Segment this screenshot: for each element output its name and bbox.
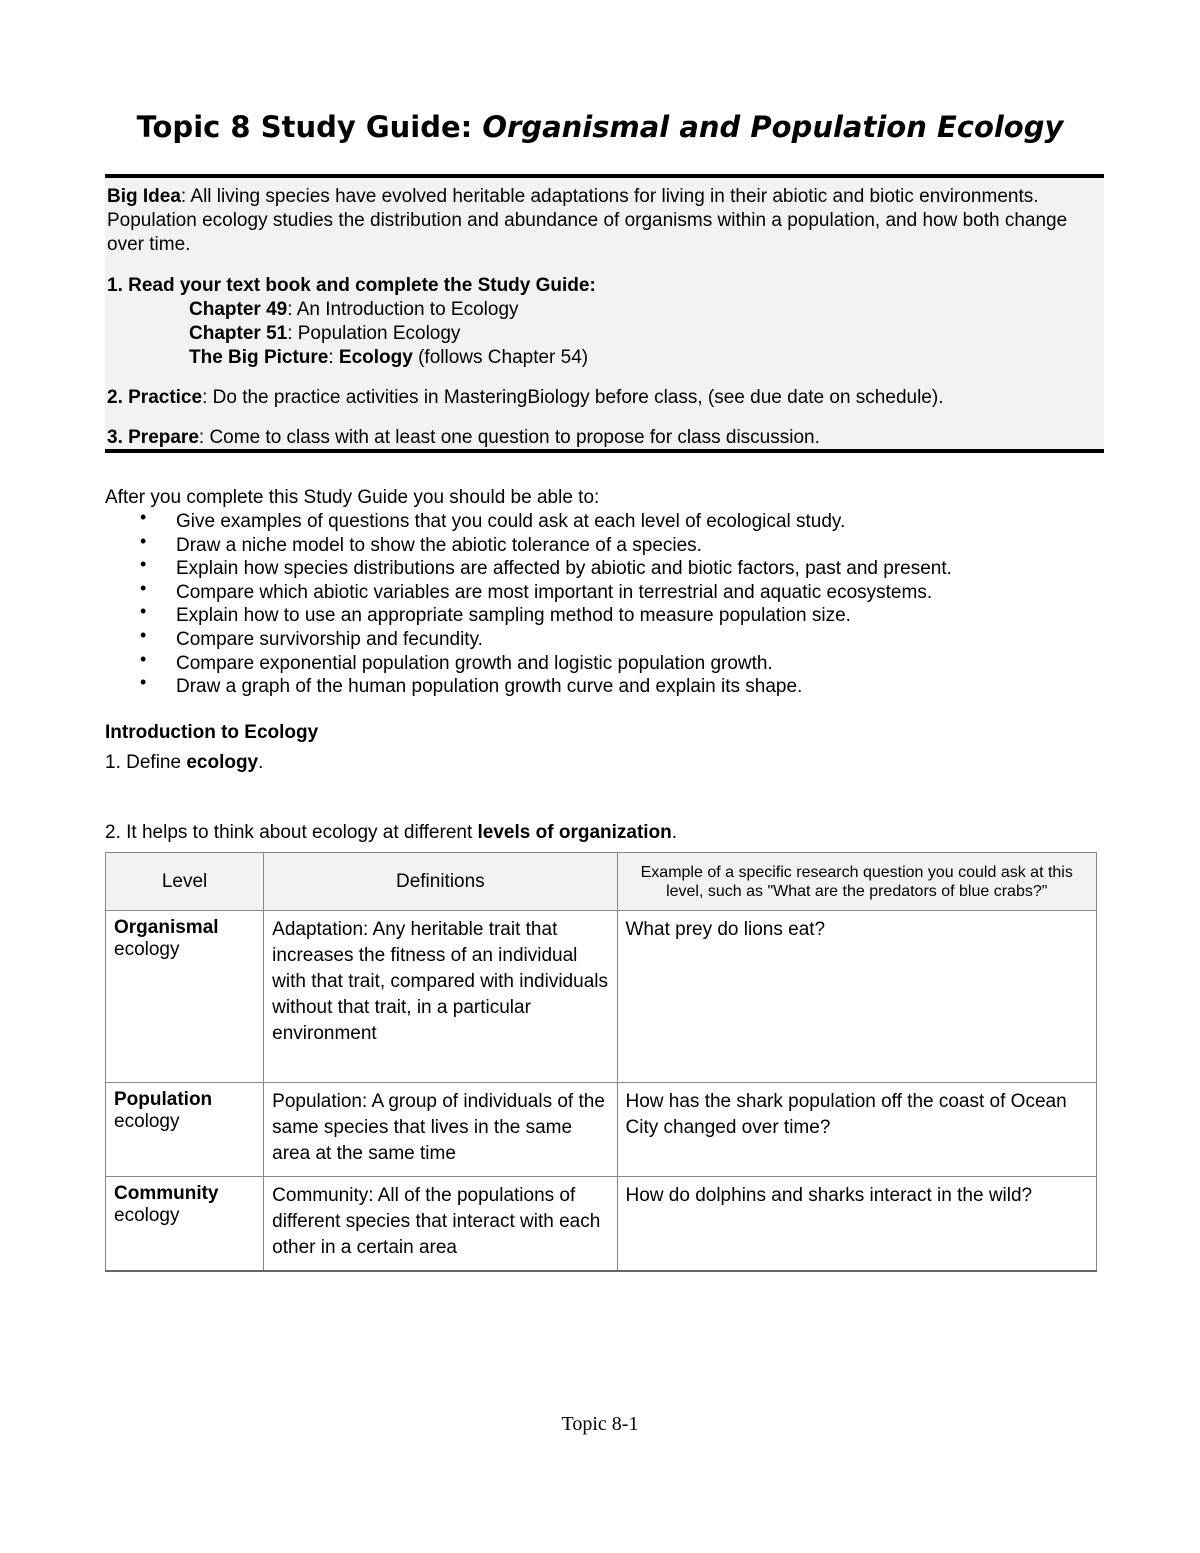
step-3-prepare: 3. Prepare: Come to class with at least one question to propose for class discussion.: [107, 427, 820, 448]
list-item: • Give examples of questions that you could ask at each level of ecological study.: [140, 507, 846, 532]
bullet-icon: •: [140, 530, 147, 551]
example-cell[interactable]: How do dolphins and sharks interact in the wild?: [617, 1177, 1097, 1271]
table-row: [106, 911, 1097, 1083]
header-example: Example of a specific research question you could ask at this level, such as "What are the predators of blue crabs?": [617, 853, 1097, 911]
big-idea-label: Big Idea: [107, 186, 181, 207]
example-cell[interactable]: What prey do lions eat?: [617, 911, 1097, 1083]
level-cell: Population ecology: [106, 1083, 264, 1177]
question-2: 2. It helps to think about ecology at different levels of organization.: [105, 822, 678, 843]
table-row: [106, 1083, 1097, 1177]
big-idea-paragraph: [107, 185, 1102, 257]
levels-of-organization-table: [105, 852, 1097, 1272]
section-heading: Introduction to Ecology: [105, 722, 319, 743]
page-title: [0, 110, 1200, 144]
bullet-icon: •: [140, 507, 147, 527]
list-item: • Compare which abiotic variables are most important in terrestrial and aquatic ecosystems.: [140, 577, 933, 603]
bullet-icon: •: [140, 601, 147, 622]
big-idea-box: [105, 174, 1104, 453]
list-item: • Draw a graph of the human population growth curve and explain its shape.: [140, 672, 803, 698]
title-prefix: Topic 8 Study Guide:: [136, 110, 483, 144]
step-2-practice: 2. Practice: Do the practice activities in MasteringBiology before class, (see due date on schedule).: [107, 387, 944, 408]
definition-cell[interactable]: Community: All of the populations of different species that interact with each other in a certain area: [264, 1177, 617, 1271]
level-cell: Community ecology: [106, 1177, 264, 1271]
list-item: • Compare survivorship and fecundity.: [140, 624, 483, 650]
header-definitions: Definitions: [264, 853, 617, 911]
list-item: • Explain how to use an appropriate sampling method to measure population size.: [140, 601, 851, 627]
table-row: [106, 1177, 1097, 1271]
table-header-row: [106, 853, 1097, 911]
objectives-intro: After you complete this Study Guide you should be able to:: [105, 487, 600, 508]
page-footer: Topic 8-1: [561, 1413, 639, 1435]
big-idea-text: : All living species have evolved heritable adaptations for living in their abiotic and biotic environments. Population ecology studies the distribution and abundance of organisms within a population, and how both change over time.: [107, 186, 1068, 255]
definition-cell[interactable]: Population: A group of individuals of the same species that lives in the same area at the same time: [264, 1083, 617, 1177]
bullet-icon: •: [140, 624, 147, 645]
bullet-icon: •: [140, 672, 147, 693]
list-item: • Compare exponential population growth and logistic population growth.: [140, 648, 773, 674]
header-level: Level: [106, 853, 264, 911]
objectives-list: [140, 507, 952, 699]
chapter-51-line: Chapter 51: Population Ecology: [189, 323, 461, 344]
big-picture-line: The Big Picture: Ecology (follows Chapter 54): [189, 347, 589, 368]
list-item: • Explain how species distributions are affected by abiotic and biotic factors, past and present.: [140, 554, 952, 580]
bullet-icon: •: [140, 648, 147, 669]
definition-cell[interactable]: Adaptation: Any heritable trait that increases the fitness of an individual with that trait, compared with individuals without that trait, in a particular environment: [264, 911, 617, 1083]
bullet-icon: •: [140, 577, 147, 598]
example-cell[interactable]: How has the shark population off the coast of Ocean City changed over time?: [617, 1083, 1097, 1177]
bullet-icon: •: [140, 554, 147, 575]
title-topic: Organismal and Population Ecology: [482, 110, 1064, 144]
list-item: • Draw a niche model to show the abiotic tolerance of a species.: [140, 530, 702, 556]
level-cell: Organismal ecology: [106, 911, 264, 1083]
step-1-read: 1. Read your text book and complete the Study Guide:: [107, 275, 596, 296]
chapter-49-line: Chapter 49: An Introduction to Ecology: [189, 299, 519, 320]
question-1: 1. Define ecology.: [105, 752, 264, 773]
